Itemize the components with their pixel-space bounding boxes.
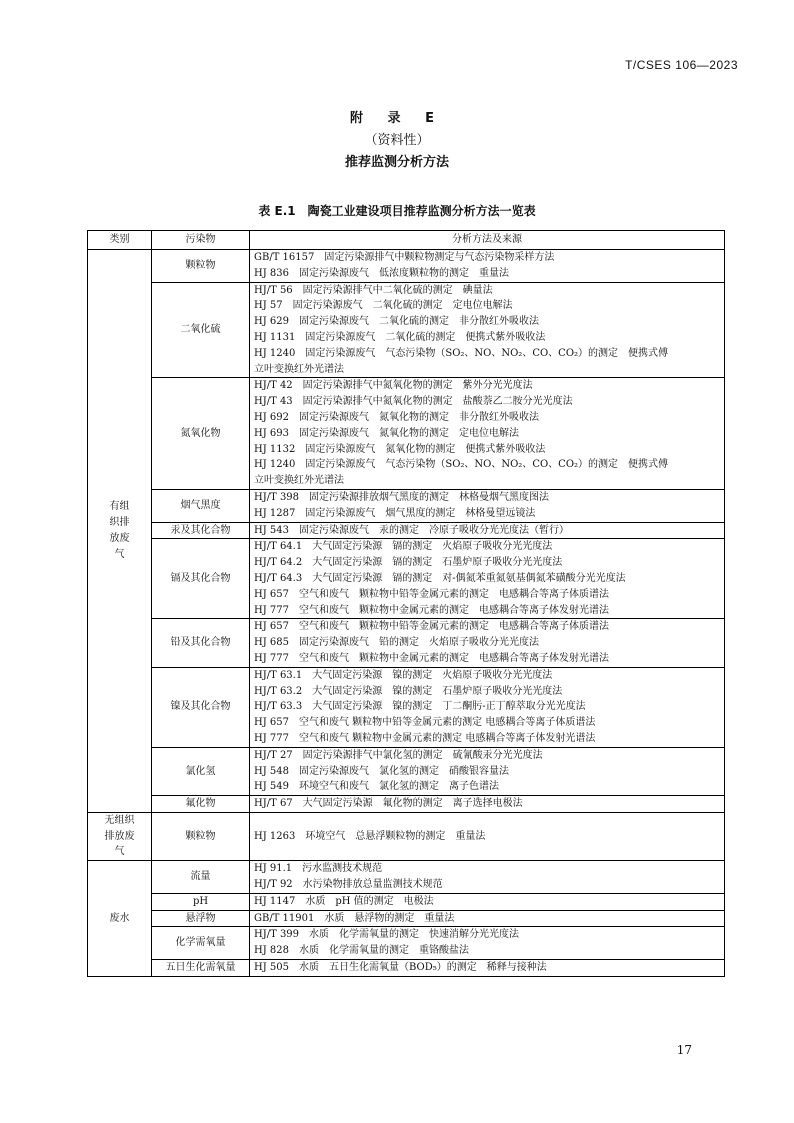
method-line: HJ/T 27 固定污染源排气中氯化氢的测定 硫氰酸汞分光光度法 [254,749,543,761]
method-cell [250,812,725,860]
table-row [88,489,725,522]
method-line: HJ/T 56 固定污染源排气中二氧化硫的测定 碘量法 [254,284,493,296]
category-cell: 有组 织排 放废 气 [88,250,152,813]
pollutant-cell: 铅及其化合物 [152,619,250,667]
pollutant-cell: 悬浮物 [152,910,250,927]
method-line: HJ/T 398 固定污染源排放烟气黑度的测定 林格曼烟气黑度图法 [254,491,550,503]
method-line: HJ 1131 固定污染源废气 二氧化硫的测定 便携式紫外吸收法 [254,331,546,343]
table-row [88,539,725,619]
pollutant-cell: 烟气黑度 [152,489,250,522]
method-line: HJ 549 环境空气和废气 氯化氢的测定 离子色谱法 [254,781,499,793]
method-line: HJ/T 63.2 大气固定污染源 镍的测定 石墨炉原子吸收分光光度法 [254,685,563,697]
method-cell [250,282,725,378]
method-line: HJ 777 空气和废气 颗粒物中金属元素的测定 电感耦合等离子体发射光谱法 [254,732,596,744]
document-code: T/CSES 106—2023 [625,58,738,72]
method-line: HJ 657 空气和废气 颗粒物中铅等金属元素的测定 电感耦合等离子体质谱法 [254,621,609,633]
column-header-method: 分析方法及来源 [250,231,725,250]
appendix-title: 附 录 E [350,111,444,126]
table-row [88,861,725,894]
method-line: HJ 657 空气和废气 颗粒物中铅等金属元素的测定 电感耦合等离子体质谱法 [254,717,596,729]
method-line: HJ 777 空气和废气 颗粒物中金属元素的测定 电感耦合等离子体发射光谱法 [254,652,609,664]
pollutant-cell: 镍及其化合物 [152,667,250,747]
pollutant-cell: 五日生化需氧量 [152,960,250,977]
method-line: HJ 1132 固定污染源废气 氮氧化物的测定 便携式紫外吸收法 [254,443,546,455]
pollutant-cell: pH [152,893,250,910]
table-row [88,522,725,539]
method-cell [250,861,725,894]
page-number: 17 [676,1043,692,1057]
pollutant-cell: 二氧化硫 [152,282,250,378]
table-row [88,812,725,860]
method-line: HJ/T 63.3 大气固定污染源 镍的测定 丁二酮肟-正丁醇萃取分光光度法 [254,701,586,713]
pollutant-cell: 流量 [152,861,250,894]
table-row [88,250,725,283]
pollutant-cell: 颗粒物 [152,812,250,860]
method-line: HJ 777 空气和废气 颗粒物中金属元素的测定 电感耦合等离子体发射光谱法 [254,604,609,616]
method-line: HJ 1147 水质 pH 值的测定 电极法 [254,895,434,907]
method-cell [250,619,725,667]
pollutant-cell: 化学需氧量 [152,927,250,960]
method-line: HJ/T 64.3 大气固定污染源 镉的测定 对-偶氮苯重氮氨基偶氮苯磺酸分光光度法 [254,572,626,584]
table-row [88,619,725,667]
method-line: HJ/T 64.1 大气固定污染源 镉的测定 火焰原子吸收分光光度法 [254,541,553,553]
pollutant-cell: 氟化物 [152,796,250,813]
pollutant-cell: 汞及其化合物 [152,522,250,539]
pollutant-cell: 颗粒物 [152,250,250,283]
pollutant-cell: 镉及其化合物 [152,539,250,619]
table-row [88,796,725,813]
method-line: HJ 57 固定污染源废气 二氧化硫的测定 定电位电解法 [254,300,513,312]
method-line: HJ 828 水质 化学需氧量的测定 重铬酸盐法 [254,945,469,957]
method-line: HJ/T 63.1 大气固定污染源 镍的测定 火焰原子吸收分光光度法 [254,669,553,681]
pollutant-cell: 氮氧化物 [152,378,250,490]
table-row [88,747,725,795]
method-cell [250,250,725,283]
method-cell [250,796,725,813]
table-row [88,893,725,910]
method-line: HJ 657 空气和废气 颗粒物中铅等金属元素的测定 电感耦合等离子体质谱法 [254,588,609,600]
method-line: GB/T 16157 固定污染源排气中颗粒物测定与气态污染物采样方法 [254,252,555,263]
table-row [88,378,725,490]
method-line: HJ 548 固定污染源废气 氯化氢的测定 硝酸银容量法 [254,765,509,777]
method-line: HJ 543 固定污染源废气 汞的测定 冷原子吸收分光光度法（暂行） [254,524,569,536]
table-row [88,927,725,960]
methods-table [87,230,725,977]
column-header-pollutant: 污染物 [152,231,250,250]
table-row [88,910,725,927]
method-cell [250,522,725,539]
method-cell [250,378,725,490]
appendix-title-block [0,108,794,174]
method-cell [250,960,725,977]
method-line: 立叶变换红外光谱法 [254,475,344,487]
appendix-nature: （资料性） [364,133,430,148]
method-cell [250,667,725,747]
method-line: HJ 1263 环境空气 总悬浮颗粒物的测定 重量法 [254,830,486,842]
method-line: HJ 1240 固定污染源废气 气态污染物（SO₂、NO、NO₂、CO、CO₂）的测定 便携式傅 [254,459,669,471]
category-cell: 无组织 排放废 气 [88,812,152,860]
method-line: 立叶变换红外光谱法 [254,363,344,375]
method-line: HJ/T 42 固定污染源排气中氮氧化物的测定 紫外分光光度法 [254,380,533,392]
method-line: HJ 1240 固定污染源废气 气态污染物（SO₂、NO、NO₂、CO、CO₂）的测定 便携式傅 [254,347,669,359]
method-line: HJ 693 固定污染源废气 氮氧化物的测定 定电位电解法 [254,427,519,439]
pollutant-cell: 氯化氢 [152,747,250,795]
method-cell [250,893,725,910]
method-line: HJ/T 67 大气固定污染源 氟化物的测定 离子选择电极法 [254,798,523,810]
method-line: GB/T 11901 水质 悬浮物的测定 重量法 [254,912,455,924]
method-line: HJ/T 399 水质 化学需氧量的测定 快速消解分光光度法 [254,929,520,941]
method-cell [250,489,725,522]
table-row [88,282,725,378]
category-cell: 废水 [88,861,152,977]
appendix-subtitle: 推荐监测分析方法 [344,155,449,170]
method-line: HJ/T 64.2 大气固定污染源 镉的测定 石墨炉原子吸收分光光度法 [254,557,563,569]
method-line: HJ 1287 固定污染源废气 烟气黑度的测定 林格曼望远镜法 [254,507,536,519]
method-cell [250,910,725,927]
method-line: HJ 836 固定污染源废气 低浓度颗粒物的测定 重量法 [254,267,509,279]
method-cell [250,927,725,960]
method-cell [250,539,725,619]
method-line: HJ 629 固定污染源废气 二氧化硫的测定 非分散红外吸收法 [254,316,539,328]
method-line: HJ 685 固定污染源废气 铅的测定 火焰原子吸收分光光度法 [254,637,539,649]
method-cell [250,747,725,795]
method-line: HJ 692 固定污染源废气 氮氧化物的测定 非分散红外吸收法 [254,411,539,423]
method-line: HJ 505 水质 五日生化需氧量（BOD₅）的测定 稀释与接种法 [254,962,547,974]
table-caption: 表 E.1 陶瓷工业建设项目推荐监测分析方法一览表 [258,204,536,218]
method-line: HJ/T 92 水污染物排放总量监测技术规范 [254,879,443,891]
table-header-row [88,231,725,250]
column-header-category: 类别 [88,231,152,250]
table-row [88,960,725,977]
table-row [88,667,725,747]
method-line: HJ 91.1 污水监测技术规范 [254,863,383,875]
method-line: HJ/T 43 固定污染源排气中氮氧化物的测定 盐酸萘乙二胺分光光度法 [254,396,573,408]
